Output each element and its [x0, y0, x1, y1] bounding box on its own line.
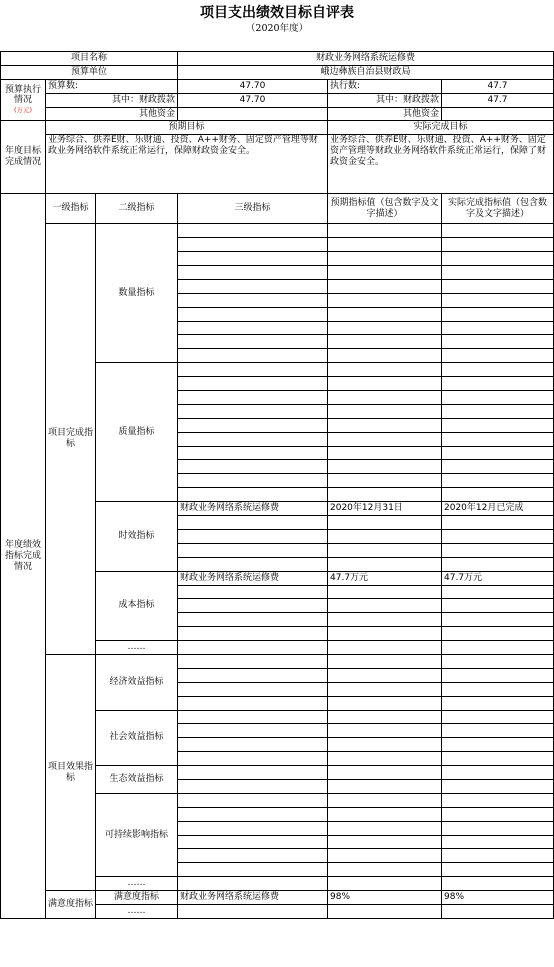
exec-label: 执行数: [328, 79, 442, 93]
project-name-value: 财政业务网络系统运修费 [178, 52, 554, 66]
social-indicator-label: 社会效益指标 [96, 710, 178, 766]
actual-cell [442, 252, 554, 266]
level3-cell [178, 293, 328, 307]
level3-cell [178, 654, 328, 668]
output-indicator-label: 项目完成指标 [46, 224, 96, 655]
project-name-label: 项目名称 [1, 52, 178, 66]
exec-value: 47.7 [442, 79, 554, 93]
expected-cell [328, 724, 442, 738]
expected-cell [328, 752, 442, 766]
level3-cell [178, 627, 328, 641]
other-funds-exec [442, 107, 554, 121]
expected-goal-text: 业务综合、供养E财、乐财通、投资、A++财务、固定资产管理等财政业务网络软件系统正常运行，保障财政资金安全。 [46, 135, 328, 194]
expected-cell [328, 641, 442, 655]
actual-goal-label: 实际完成目标 [328, 121, 554, 135]
col-expected-header: 预期指标值（包含数字及文字描述） [328, 194, 442, 224]
actual-cell [442, 557, 554, 571]
indicator-row [1, 654, 554, 668]
actual-cell [442, 516, 554, 530]
expected-cell [328, 849, 442, 863]
other-funds-label: 其他资金 [46, 107, 178, 121]
expected-cell [328, 863, 442, 877]
sustainable-indicator-label: 可持续影响指标 [96, 793, 178, 876]
actual-cell [442, 404, 554, 418]
ecological-indicator-label: 生态效益指标 [96, 766, 178, 794]
quality-indicator-label: 质量指标 [96, 363, 178, 502]
level3-cell [178, 710, 328, 724]
expected-cell [328, 377, 442, 391]
cost-indicator-label: 成本指标 [96, 571, 178, 640]
expected-cell [328, 613, 442, 627]
expected-cell [328, 266, 442, 280]
level3-cell [178, 821, 328, 835]
budget-label: 预算数: [46, 79, 178, 93]
actual-cell [442, 821, 554, 835]
actual-cell [442, 349, 554, 363]
actual-cell [442, 766, 554, 780]
actual-cell [442, 738, 554, 752]
level3-cell [178, 238, 328, 252]
expected-cell [328, 807, 442, 821]
actual-cell [442, 793, 554, 807]
actual-cell [442, 682, 554, 696]
level3-cell [178, 835, 328, 849]
actual-cell [442, 654, 554, 668]
level3-cell [178, 557, 328, 571]
level3-cell [178, 543, 328, 557]
expected-cell [328, 363, 442, 377]
satisfaction-l1-label: 满意度指标 [46, 891, 96, 919]
actual-cell [442, 863, 554, 877]
level3-cell [178, 404, 328, 418]
level3-cell [178, 252, 328, 266]
level3-cell [178, 224, 328, 238]
col-level1-header: 一级指标 [46, 194, 96, 224]
col-level2-header: 二级指标 [96, 194, 178, 224]
col-actual-header: 实际完成指标值（包含数字及文字描述） [442, 194, 554, 224]
expected-cell [328, 585, 442, 599]
expected-cell [328, 557, 442, 571]
level3-cell [178, 682, 328, 696]
expected-cell [328, 835, 442, 849]
expected-cell [328, 293, 442, 307]
expected-cell [328, 307, 442, 321]
economic-indicator-label: 经济效益指标 [96, 654, 178, 710]
satisfaction-l2-label: 满意度指标 [96, 891, 178, 905]
indicator-row [1, 224, 554, 238]
level3-cell [178, 613, 328, 627]
level3-cell [178, 446, 328, 460]
budget-unit-value: 峨边彝族自治县财政局 [178, 65, 554, 79]
expected-cell [328, 696, 442, 710]
expected-cell [328, 904, 442, 918]
actual-cell [442, 391, 554, 405]
indicators-section-label: 年度绩效指标完成情况 [1, 194, 46, 919]
level3-cell [178, 904, 328, 918]
actual-cell [442, 460, 554, 474]
budget-unit-note: (万元) [13, 106, 33, 115]
budget-section-label [1, 79, 46, 121]
actual-cell [442, 904, 554, 918]
actual-cell [442, 807, 554, 821]
expected-cell [328, 682, 442, 696]
actual-cell [442, 752, 554, 766]
expected-cell [328, 821, 442, 835]
expected-cell [328, 460, 442, 474]
level3-cell [178, 724, 328, 738]
level3-cell [178, 432, 328, 446]
actual-cell [442, 363, 554, 377]
level3-cell [178, 641, 328, 655]
output-ellipsis: …… [96, 641, 178, 655]
expected-cell: 47.7万元 [328, 571, 442, 585]
expected-cell [328, 668, 442, 682]
actual-cell [442, 543, 554, 557]
actual-cell [442, 307, 554, 321]
timeliness-indicator-label: 时效指标 [96, 502, 178, 571]
expected-cell [328, 279, 442, 293]
actual-cell [442, 627, 554, 641]
actual-cell: 98% [442, 891, 554, 905]
expected-cell [328, 877, 442, 891]
expected-cell [328, 252, 442, 266]
level3-cell [178, 863, 328, 877]
expected-cell: 2020年12月31日 [328, 502, 442, 516]
effect-indicator-label: 项目效果指标 [46, 654, 96, 890]
level3-cell [178, 849, 328, 863]
expected-cell [328, 627, 442, 641]
fiscal-budget-value: 47.70 [178, 93, 328, 107]
expected-cell [328, 488, 442, 502]
actual-cell [442, 474, 554, 488]
expected-cell [328, 793, 442, 807]
expected-cell [328, 529, 442, 543]
expected-cell [328, 446, 442, 460]
fiscal-exec-value: 47.7 [442, 93, 554, 107]
level3-cell [178, 418, 328, 432]
level3-cell [178, 307, 328, 321]
level3-cell [178, 349, 328, 363]
level3-cell [178, 877, 328, 891]
actual-cell [442, 321, 554, 335]
level3-cell: 财政业务网络系统运修费 [178, 571, 328, 585]
expected-cell [328, 404, 442, 418]
expected-cell [328, 391, 442, 405]
level3-cell [178, 488, 328, 502]
expected-cell [328, 710, 442, 724]
level3-cell [178, 738, 328, 752]
expected-cell [328, 599, 442, 613]
expected-cell [328, 543, 442, 557]
fiscal-exec-label: 其中：财政拨款 [328, 93, 442, 107]
actual-cell [442, 377, 554, 391]
expected-cell [328, 432, 442, 446]
actual-cell [442, 418, 554, 432]
actual-cell: 47.7万元 [442, 571, 554, 585]
level3-cell [178, 516, 328, 530]
expected-cell [328, 516, 442, 530]
actual-cell [442, 529, 554, 543]
actual-cell [442, 585, 554, 599]
level3-cell [178, 335, 328, 349]
level3-cell [178, 793, 328, 807]
level3-cell [178, 363, 328, 377]
level3-cell [178, 766, 328, 780]
indicator-row [1, 891, 554, 905]
satisfaction-ellipsis: …… [96, 904, 178, 918]
level3-cell: 财政业务网络系统运修费 [178, 502, 328, 516]
level3-cell [178, 585, 328, 599]
expected-cell [328, 418, 442, 432]
level3-cell [178, 321, 328, 335]
expected-cell [328, 766, 442, 780]
other-funds-exec-label: 其他资金 [328, 107, 442, 121]
actual-cell [442, 779, 554, 793]
level3-cell [178, 779, 328, 793]
goals-section-label: 年度目标完成情况 [1, 121, 46, 194]
other-funds-budget [178, 107, 328, 121]
actual-cell [442, 335, 554, 349]
level3-cell [178, 807, 328, 821]
expected-cell [328, 654, 442, 668]
actual-cell [442, 696, 554, 710]
expected-goal-label: 预期目标 [46, 121, 328, 135]
level3-cell [178, 279, 328, 293]
budget-unit-label: 预算单位 [1, 65, 178, 79]
actual-cell [442, 668, 554, 682]
level3-cell [178, 391, 328, 405]
effect-ellipsis: …… [96, 877, 178, 891]
expected-cell [328, 238, 442, 252]
expected-cell [328, 335, 442, 349]
actual-cell [442, 877, 554, 891]
level3-cell [178, 696, 328, 710]
level3-cell: 财政业务网络系统运修费 [178, 891, 328, 905]
actual-cell [442, 488, 554, 502]
actual-cell [442, 710, 554, 724]
actual-cell [442, 446, 554, 460]
level3-cell [178, 668, 328, 682]
expected-cell [328, 321, 442, 335]
level3-cell [178, 377, 328, 391]
col-level3-header: 三级指标 [178, 194, 328, 224]
actual-cell [442, 238, 554, 252]
actual-cell [442, 279, 554, 293]
performance-table [0, 51, 554, 919]
quantity-indicator-label: 数量指标 [96, 224, 178, 363]
actual-cell [442, 266, 554, 280]
level3-cell [178, 474, 328, 488]
actual-cell [442, 849, 554, 863]
actual-cell [442, 724, 554, 738]
actual-cell [442, 613, 554, 627]
expected-cell [328, 224, 442, 238]
expected-cell [328, 738, 442, 752]
expected-cell [328, 349, 442, 363]
actual-cell [442, 835, 554, 849]
form-title: 项目支出绩效目标自评表 [200, 5, 354, 21]
actual-cell [442, 432, 554, 446]
actual-cell [442, 599, 554, 613]
level3-cell [178, 529, 328, 543]
actual-goal-text: 业务综合、供养E财、乐财通、投资、A++财务、固定资产管理等财政业务网络软件系统正常运行，保障了财政资金安全。 [328, 135, 554, 194]
expected-cell [328, 779, 442, 793]
level3-cell [178, 266, 328, 280]
level3-cell [178, 460, 328, 474]
level3-cell [178, 752, 328, 766]
expected-cell [328, 474, 442, 488]
actual-cell: 2020年12月已完成 [442, 502, 554, 516]
actual-cell [442, 224, 554, 238]
expected-cell: 98% [328, 891, 442, 905]
form-subtitle: （2020年度） [245, 23, 309, 34]
fiscal-label: 其中：财政拨款 [46, 93, 178, 107]
budget-value: 47.70 [178, 79, 328, 93]
actual-cell [442, 293, 554, 307]
level3-cell [178, 599, 328, 613]
actual-cell [442, 641, 554, 655]
budget-section-text: 预算执行情况 [4, 85, 41, 106]
